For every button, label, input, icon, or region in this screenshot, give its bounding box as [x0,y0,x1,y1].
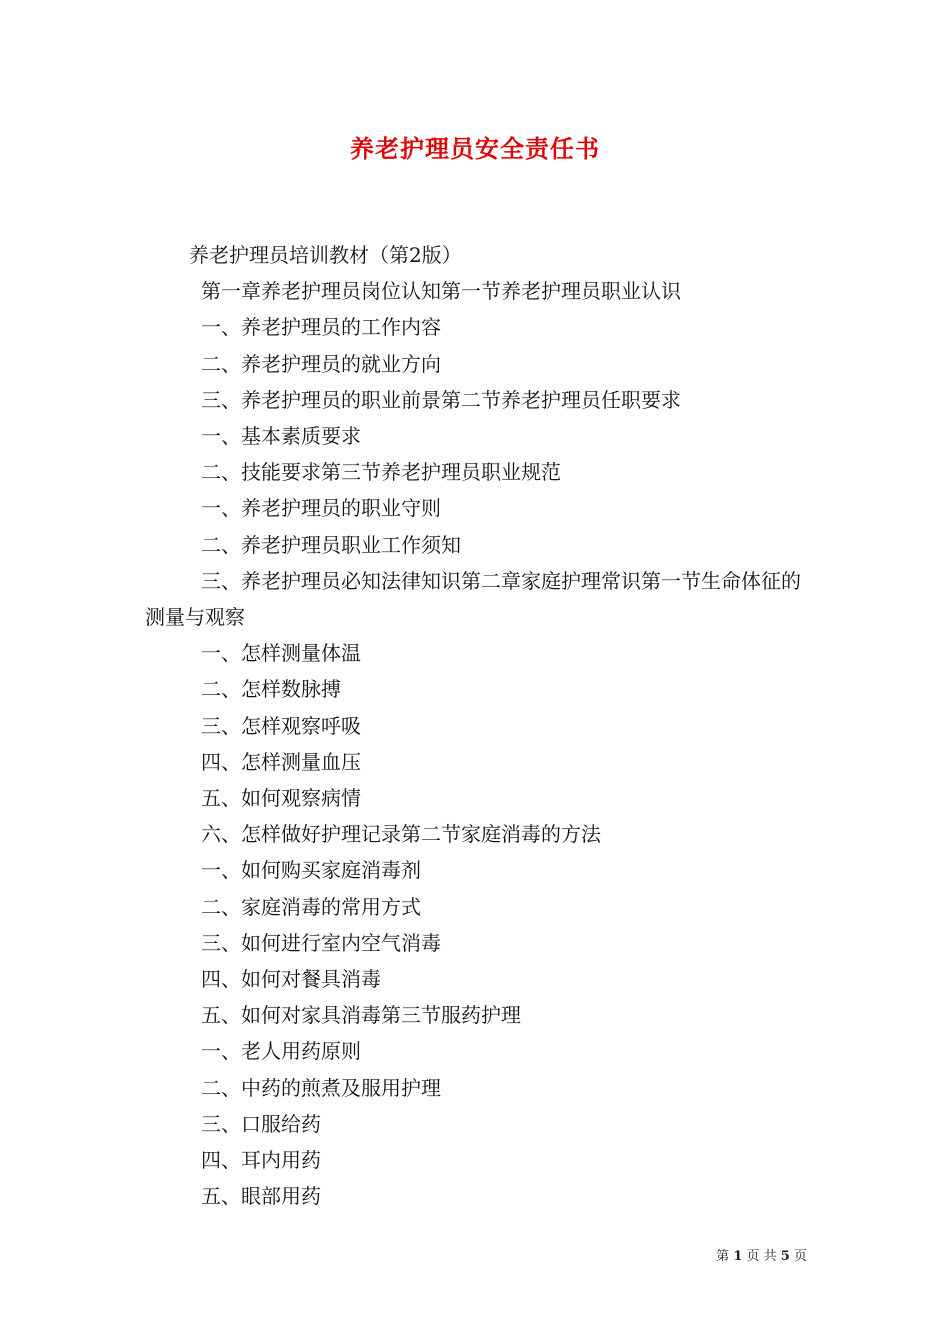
document-title: 养老护理员安全责任书 [350,134,600,163]
paragraph: 二、家庭消毒的常用方式 [201,894,421,919]
paragraph: 四、怎样测量血压 [201,749,361,774]
footer-current-page: 1 [733,1249,743,1264]
paragraph: 三、口服给药 [201,1111,321,1136]
paragraph: 二、养老护理员职业工作须知 [201,532,461,557]
paragraph: 五、如何对家具消毒第三节服药护理 [201,1003,521,1028]
footer-total-pages: 5 [780,1249,790,1264]
paragraph: 五、眼部用药 [201,1184,321,1209]
paragraph: 一、老人用药原则 [201,1039,361,1064]
footer-prefix: 第 [716,1249,730,1264]
paragraph: 四、耳内用药 [201,1148,321,1173]
page-number-footer [716,1248,807,1266]
paragraph: 三、如何进行室内空气消毒 [201,930,441,955]
footer-middle: 页 共 [746,1249,777,1264]
paragraph: 三、养老护理员的职业前景第二节养老护理员任职要求 [201,387,681,412]
paragraph: 二、技能要求第三节养老护理员职业规范 [201,460,561,485]
paragraph: 二、怎样数脉搏 [201,677,341,702]
footer-suffix: 页 [793,1249,807,1264]
paragraph: 一、如何购买家庭消毒剂 [201,858,421,883]
paragraph: 二、养老护理员的就业方向 [201,351,441,376]
paragraph: 一、养老护理员的工作内容 [201,315,441,340]
paragraph: 第一章养老护理员岗位认知第一节养老护理员职业认识 [201,279,681,304]
paragraph: 五、如何观察病情 [201,786,361,811]
paragraph: 三、养老护理员必知法律知识第二章家庭护理常识第一节生命体征的测量与观察 [145,568,801,630]
document-body [145,237,815,1214]
paragraph: 一、基本素质要求 [201,424,361,449]
paragraph: 三、怎样观察呼吸 [201,713,361,738]
paragraph: 养老护理员培训教材（第2版） [189,243,462,267]
paragraph: 六、怎样做好护理记录第二节家庭消毒的方法 [201,822,601,847]
paragraph: 一、养老护理员的职业守则 [201,496,441,521]
paragraph: 二、中药的煎煮及服用护理 [201,1075,441,1100]
paragraph: 一、怎样测量体温 [201,641,361,666]
paragraph: 四、如何对餐具消毒 [201,967,381,992]
